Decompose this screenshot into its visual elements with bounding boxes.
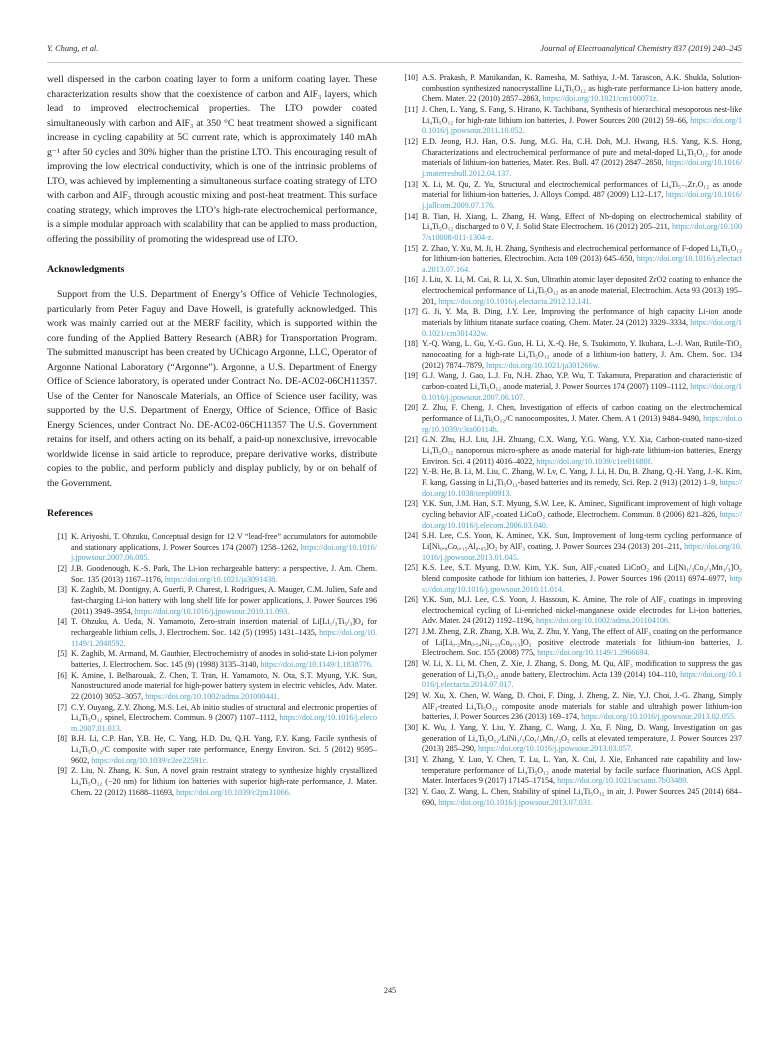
reference-text: Y.K. Sun, M.J. Lee, C.S. Yoon, J. Hassoun, K. Amine, The role of AlF₃ coatings in improving electrochemical cycling of Li-enriched nickel-manganese oxide electrodes for Li-ion batteries, Adv. Mater. 24 (2012) 1192–1196, [422, 595, 742, 626]
reference-item [47, 585, 377, 617]
reference-item [47, 649, 377, 670]
doi-link[interactable]: https://doi.org/10.1016/j.electacta.2013.07.164. [422, 254, 742, 274]
doi-link[interactable]: https://doi.org/10.1149/1.1838776. [260, 659, 373, 669]
reference-number: [21] [404, 435, 418, 445]
reference-item [398, 307, 742, 339]
reference-item [398, 275, 742, 307]
reference-item [398, 339, 742, 371]
reference-number: [32] [404, 786, 418, 796]
doi-link[interactable]: https://doi.org/10.1016/j.materresbull.2012.04.137. [422, 158, 742, 178]
reference-number: [22] [404, 467, 418, 477]
reference-item [398, 244, 742, 276]
references-heading: References [47, 508, 93, 519]
reference-number: [30] [404, 723, 418, 733]
right-column [398, 73, 742, 808]
reference-text: W. Li, X. Li, M. Chen, Z. Xie, J. Zhang, S. Dong, M. Qu, AlF₃ modification to suppress the gas generation of Li₄Ti₅O₁₂ anode battery, Electrochim. Acta 139 (2014) 104–110, [422, 659, 742, 679]
reference-text: J.M. Zheng, Z.R. Zhang, X.B. Wu, Z. Zhu, Y. Yang, The effect of AlF₃ coating on the performance of Li[Li₀.₂Mn₀.₅₄Ni₀.₁₃Co₀.₁₃]O₂ positive electrode materials for lithium-ion batteries, J. Electrochem. Soc. 155 (2008) 775, [422, 627, 742, 658]
reference-text: K. Wu, J. Yang, Y. Liu, Y. Zhang, C. Wang, J. Xu, F. Ning, D. Wang, Investigation on gas generation of Li₄Ti₅O₁₂/LiNi₁/₃Co₁/₃Mn₁/₃O₂ cells at elevated temperature, J. Power Sources 237 (2013) 285–290, [422, 723, 742, 754]
doi-link[interactable]: https://doi.org/10.1021/cm100071z. [542, 94, 659, 104]
doi-link[interactable]: https://doi.org/10.1021/acsami.7b03489. [557, 776, 689, 786]
reference-item [398, 531, 742, 563]
reference-text: J. Chen, L. Yang, S. Fang, S. Hirano, K. Tachibana, Synthesis of hierarchical mesoporous nest-like Li₄Ti₅O₁₂ for high-rate lithium ion batteries, J. Power Sources 200 (2012) 59–66, [422, 104, 742, 125]
doi-link[interactable]: https://doi.org/10.1016/j.electacta.2014.07.017. [422, 669, 742, 690]
doi-link[interactable]: https://doi.org/10.1016/j.jpowsour.2010.11.014. [422, 573, 742, 594]
reference-text: Z. Liu, N. Zhang, K. Sun, A novel grain restraint strategy to synthesize highly crystallized Li₄Ti₅O₁₂ (−20 nm) for lithium ion batteries with superior high-rate performance, J. Mater. Chem. 22 (2012) 11688–11693, [71, 766, 377, 797]
reference-text: K. Amine, I. Belharouak, Z. Chen, T. Tran, H. Yamamoto, N. Ota, S.T. Myung, Y.K. Sun, Nanostructured anode material for high-power battery system in electric vehicles, Adv. Mater. 22 (2010) 3052–3057, [71, 670, 377, 701]
reference-item [398, 73, 742, 105]
reference-text: G. Ji, Y. Ma, B. Ding, J.Y. Lee, Improving the performance of high capacity Li-ion anode materials by lithium titanate surface coating, Chem. Mater. 24 (2012) 3329–3334, [422, 307, 742, 328]
reference-item [398, 787, 742, 808]
doi-link[interactable]: https://doi.org/10.1149/1.2966694. [537, 648, 650, 658]
reference-item [47, 617, 377, 649]
reference-text: E.D. Jeong, H.J. Han, O.S. Jung, M.G. Ha, C.H. Doh, M.J. Hwang, H.S. Yang, K.S. Hong, Characterizations and electrochemical performance of pure and metal-doped Li₄Ti₅O₁₂ for anode materials of lithium-ion batteries, Mater. Res. Bull. 47 (2012) 2847–2850, [422, 136, 742, 168]
reference-number: [17] [404, 307, 418, 317]
reference-number: [1] [57, 532, 67, 541]
reference-number: [29] [404, 691, 418, 701]
reference-number: [9] [57, 766, 67, 776]
acknowledgments-heading: Acknowledgments [47, 264, 125, 275]
doi-link[interactable]: https://doi.org/10.1016/j.jpowsour.2007.06.107. [422, 382, 742, 402]
reference-text: S.H. Lee, C.S. Yoon, K. Aminec, Y.K. Sun, Improvement of long-term cycling performance of Li[Ni₀.₈Co₀.₁₅Al₀.₀₅]O₂ by AlF₃ coating, J. Power Sources 234 (2013) 201–211, [422, 531, 742, 551]
reference-item [398, 212, 742, 244]
reference-number: [31] [404, 755, 418, 764]
page-number: 245 [383, 986, 397, 995]
doi-link[interactable]: https://doi.org/10.1021/ja3091438. [164, 574, 278, 584]
reference-item [47, 766, 377, 798]
header-authors: Y. Chung, et al. [47, 44, 99, 53]
header-journal-citation: Journal of Electroanalytical Chemistry 837 (2019) 240–245 [540, 44, 742, 53]
reference-number: [6] [57, 670, 67, 680]
reference-text: Y. Zhang, Y. Luo, Y. Chen, T. Lu, L. Yan, X. Cui, J. Xie, Enhanced rate capability and low-temperature performance of Li₄Ti₅O₁₂ anode material by facile surface fluorination, ACS Appl. Mater. Interfaces 9 (2017) 17145–17154, [422, 755, 742, 786]
reference-number: [19] [404, 371, 418, 381]
reference-item [398, 180, 742, 212]
reference-number: [3] [57, 585, 67, 595]
reference-text: B. Tian, H. Xiang, L. Zhang, H. Wang, Effect of Nb-doping on electrochemical stability of Li₄Ti₅O₁₂ discharged to 0 V, J. Solid State Electrochem. 16 (2012) 205–211, [422, 211, 742, 232]
reference-number: [15] [404, 243, 418, 253]
reference-text: Z. Zhao, Y. Xu, M. Ji, H. Zhang, Synthesis and electrochemical performance of F-doped Li₄Ti₅O₁₂ for lithium-ion batteries, Electrochim. Acta 109 (2013) 645–650, [422, 243, 742, 264]
doi-link[interactable]: https://doi.org/10.1016/j.jpowsour.2013.02.055. [581, 712, 736, 722]
reference-item [47, 734, 377, 766]
reference-item [47, 671, 377, 703]
acknowledgments-paragraph: Support from the U.S. Department of Energy’s Office of Vehicle Technologies, particularly from Peter Faguy and Dave Howell, is gratefully acknowledged. This work was mainly carried out at the MERF facility, which is supported within the core funding of the Applied Battery Research (ABR) for Transportation Program. The submitted manuscript has been created by UChicago Argonne, LLC, Operator of Argonne National Laboratory (“Argonne”). Argonne, a U.S. Department of Energy Office of Science laboratory, is operated under Contract No. DE-AC02-06CH11357. Use of the Center for Nanoscale Materials, an Office of Science user facility, was supported by the U.S. Department of Energy, Office of Science, Office of Basic Energy Sciences, under Contract No. DE-AC02-06CH11357 The U.S. Government retains for itself, and others acting on its behalf, a paid-up nonexclusive, irrevocable worldwide license in said article to reproduce, prepare derivative works, distribute copies to the public, and perform publicly and display publicly, by or on behalf of the Government. [47, 289, 377, 489]
reference-number: [16] [404, 275, 418, 285]
reference-text: Y.-B. He, B. Li, M. Liu, C. Zhang, W. Lv, C. Yang, J. Li, H. Du, B. Zhang, Q.-H. Yang, J.-K. Kim, F. kang, Gassing in Li₄Ti₅O₁₂-based batteries and its remedy, Sci. Rep. 2 (913) (2012) 1–9, [422, 467, 742, 487]
reference-text: G.J. Wang, J. Gao, L.J. Fu, N.H. Zhao, Y.P. Wu, T. Takamura, Preparation and characteristic of carbon-coated Li₄Ti₅O₁₂ anode material, J. Power Sources 174 (2007) 1109–1112, [422, 371, 742, 392]
doi-link[interactable]: https://doi.org/10.1016/j.electacta.2012.12.141. [438, 296, 592, 306]
references-list-right [398, 73, 742, 808]
reference-number: [8] [57, 734, 67, 744]
doi-link[interactable]: https://doi.org/10.1016/j.jpowsour.2013.01.045. [422, 541, 742, 562]
reference-text: Z. Zhu, F. Cheng, J. Chen, Investigation of effects of carbon coating on the electrochemical performance of Li₄Ti₅O₁₂/C nanocomposites, J. Mater. Chem. A 1 (2013) 9484–9490, [422, 403, 742, 423]
doi-link[interactable]: https://doi.org/10.1021/ja301266w. [486, 360, 600, 370]
reference-text: K. Zaghib, M. Dontigny, A. Guerfi, P. Charest, I. Rodrigues, A. Mauger, C.M. Julien, Safe and fast-charging Li-ion battery with long shelf life for power applications, J. Power Sources 196 (2011) 3949–3954, [71, 585, 377, 616]
reference-number: [18] [404, 339, 418, 349]
reference-number: [14] [404, 211, 418, 221]
reference-number: [12] [404, 136, 418, 146]
reference-text: C.Y. Ouyang, Z.Y. Zhong, M.S. Lei, Ab initio studies of structural and electronic properties of Li₄Ti₅O₁₂ spinel, Electrochem. Commun. 9 (2007) 1107–1112, [71, 702, 377, 723]
reference-number: [27] [404, 627, 418, 637]
doi-link[interactable]: https://doi.org/10.1016/j.jpowsour.2011.10.052. [422, 115, 742, 136]
reference-item [398, 467, 742, 499]
reference-number: [11] [404, 104, 418, 114]
doi-link[interactable]: https://doi.org/10.1016/j.jpowsour.2007.06.085. [71, 542, 377, 563]
reference-item [398, 435, 742, 467]
reference-number: [7] [57, 702, 67, 712]
reference-number: [25] [404, 563, 418, 573]
reference-item [47, 532, 377, 564]
header-divider [47, 62, 742, 63]
reference-text: K. Ariyoshi, T. Ohzuku, Conceptual design for 12 V “lead-free” accumulators for automobile and stationary applications, J. Power Sources 174 (2007) 1258–1262, [71, 532, 377, 552]
reference-number: [13] [404, 179, 418, 189]
doi-link[interactable]: https://doi.org/10.1016/j.jallcom.2009.07.176. [422, 190, 742, 210]
reference-number: [5] [57, 649, 67, 659]
conclusion-paragraph: well dispersed in the carbon coating layer to form a uniform coating layer. These characterization results show that the coexistence of carbon and AlF₃ layers, which lead to improved electrochemical properties. The LTO powder coated simultaneously with carbon and AlF₃ at 350 °C heat treatment showed a significant increase in cycling capability at 5C current rate, which is approximately 140 mAh g⁻¹ after 50 cycles and 30% higher than the pristine LTO. This encouraging result of improving the low electrical conductivity, which is one of the intrinsic problems of LTO, was achieved by implementing a simultaneous surface coating strategy of LTO with carbon and AlF₃ through acoustic mixing and post-heat treatment. This surface coating strategy, which improves the LTO’s high-rate electrochemical performance, is a simple modular approach with scalability that can be applied to mass production, offering the possibility of promoting the widespread use of LTO. [47, 74, 377, 245]
reference-number: [10] [404, 73, 418, 82]
doi-link[interactable]: https://doi.org/10.1039/c3ta00114h. [422, 414, 742, 434]
reference-item [47, 703, 377, 735]
reference-number: [2] [57, 563, 67, 573]
reference-item [398, 403, 742, 435]
reference-item [398, 627, 742, 659]
doi-link[interactable]: https://doi.org/10.1021/cm301432w. [422, 318, 742, 338]
doi-link[interactable]: https://doi.org/10.1038/srep00913. [422, 477, 742, 498]
running-header [47, 44, 742, 53]
reference-item [398, 691, 742, 723]
reference-item [398, 595, 742, 627]
reference-item [398, 371, 742, 403]
reference-number: [28] [404, 659, 418, 669]
reference-item [398, 137, 742, 180]
reference-text: K. Zaghib, M. Armand, M. Gauthier, Electrochemistry of anodes in solid-state Li-ion polymer batteries, J. Electrochem. Soc. 145 (9) (1998) 3135–3140, [71, 649, 377, 669]
reference-item [398, 105, 742, 137]
reference-number: [23] [404, 499, 418, 509]
reference-item [398, 723, 742, 755]
doi-link[interactable]: https://doi.org/10.1039/c2jm31066. [176, 787, 291, 797]
doi-link[interactable]: https://doi.org/10.1002/adma.201000441. [145, 691, 280, 701]
reference-number: [26] [404, 595, 418, 605]
doi-link[interactable]: https://doi.org/10.1002/adma.201104106. [535, 616, 670, 626]
reference-item [47, 564, 377, 585]
references-list-left [47, 532, 377, 798]
reference-item [398, 659, 742, 691]
doi-link[interactable]: https://doi.org/10.1149/1.2048592. [71, 627, 377, 648]
reference-item [398, 499, 742, 531]
doi-link[interactable]: https://doi.org/10.1016/j.jpowsour.2010.11.093. [134, 606, 290, 616]
reference-number: [24] [404, 531, 418, 541]
doi-link[interactable]: https://doi.org/10.1007/s10008-011-1304-z. [422, 222, 742, 242]
reference-item [398, 563, 742, 595]
left-column [47, 73, 377, 808]
doi-link[interactable]: https://doi.org/10.1039/c2ee22591c. [91, 755, 209, 765]
reference-text: Y. Gao, Z. Wang, L. Chen, Stability of spinel Li₄Ti₅O₁₂ in air, J. Power Sources 245 (2014) 684–690, [422, 786, 742, 807]
reference-text: W. Xu, X. Chen, W. Wang, D. Choi, F. Ding, J. Zheng, Z. Nie, Y.J. Choi, J.-G. Zhang, Simply AlF₃-treated Li₄Ti₅O₁₂ composite anode materials for stable and ultrahigh power lithium-ion batteries, J. Power Sources 236 (2013) 169–174, [422, 691, 742, 722]
reference-text: A.S. Prakash, P. Manikandan, K. Ramesha, M. Sathiya, J.-M. Tarascon, A.K. Shukla, Solution-combustion synthesized nanocrystalline Li₄Ti₅O₁₂ as high-rate performance Li-ion battery anode, Chem. Mater. 22 (2010) 2857–2863, [422, 73, 742, 104]
reference-text: B.H. Li, C.P. Han, Y.B. He, C. Yang, H.D. Du, Q.H. Yang, F.Y. Kang, Facile synthesis of Li₄Ti₅O₁₂/C composite with super rate performance, Energy Environ. Sci. 5 (2012) 9595–9602, [71, 734, 377, 765]
reference-text: G.N. Zhu, H.J. Liu, J.H. Zhuang, C.X. Wang, Y.G. Wang, Y.Y. Xia, Carbon-coated nano-sized Li₄Ti₅O₁₂ nanoporous micro-sphere as anode material for high-rate lithium-ion batteries, Energy Environ. Sci. 4 (2011) 4016–4022, [422, 435, 742, 466]
page-footer [0, 986, 780, 1040]
reference-text: Y.K. Sun, J.M. Han, S.T. Myung, S.W. Lee, K. Aminec, Significant improvement of high voltage cycling behavior AlF₃-coated LiCoO₂ cathode, Electrochem. Commun. 8 (2006) 821–826, [422, 499, 742, 519]
reference-text: X. Li, M. Qu, Z. Yu, Structural and electrochemical performances of Li₄Ti₅₋ₓZrₓO₁₂ as anode material for lithium-ion batteries, J. Alloys Compd. 487 (2009) L12–L17, [422, 179, 742, 200]
reference-text: K.S. Lee, S.T. Myung, D.W. Kim, Y.K. Sun, AlF₃-coated LiCoO₂ and Li[Ni₁/₃Co₁/₃Mn₁/₃]O₂ blend composite cathode for lithium ion batteries, J. Power Sources 196 (2011) 6974–6977, [422, 563, 742, 583]
reference-number: [20] [404, 403, 418, 413]
doi-link[interactable]: https://doi.org/10.1016/j.elecom.2007.01.013. [71, 713, 377, 733]
reference-text: Y.-Q. Wang, L. Gu, Y.-G. Guo, H. Li, X.-Q. He, S. Tsukimoto, Y. Ikuhara, L.-J. Wan, Rutile-TiO₂ nanocoating for a high-rate Li₄Ti₅O₁₂ anode of a lithium-ion battery, J. Am. Chem. Soc. 134 (2012) 7874–7879, [422, 339, 742, 370]
doi-link[interactable]: https://doi.org/10.1016/j.jpowsour.2013.07.031. [438, 797, 593, 807]
reference-text: J. Liu, X. Li, M. Cai, R. Li, X. Sun, Ultrathin atomic layer deposited ZrO2 coating to enhance the electrochemical performance of Li₄Ti₅O₁₂ as an anode material, Electrochim. Acta 93 (2013) 195–201, [422, 275, 742, 306]
reference-text: J.B. Goodenough, K.-S. Park, The Li-ion rechargeable battery: a perspective, J. Am. Chem. Soc. 135 (2013) 1167–1176, [71, 563, 377, 584]
two-column-body [47, 73, 742, 808]
reference-number: [4] [57, 617, 67, 627]
doi-link[interactable]: https://doi.org/10.1016/j.jpowsour.2013.03.057. [477, 744, 633, 754]
doi-link[interactable]: https://doi.org/10.1039/c1ee01680f. [536, 456, 653, 466]
reference-text: T. Ohzuku, A. Ueda, N. Yamamoto, Zero-strain insertion material of Li[Li₁/₃Ti₅/₃]O₄ for rechargeable lithium cells, J. Electrochem. Soc. 142 (5) (1995) 1431–1435, [71, 617, 377, 637]
doi-link[interactable]: https://doi.org/10.1016/j.elecom.2006.03.040. [422, 509, 742, 530]
reference-item [398, 755, 742, 787]
